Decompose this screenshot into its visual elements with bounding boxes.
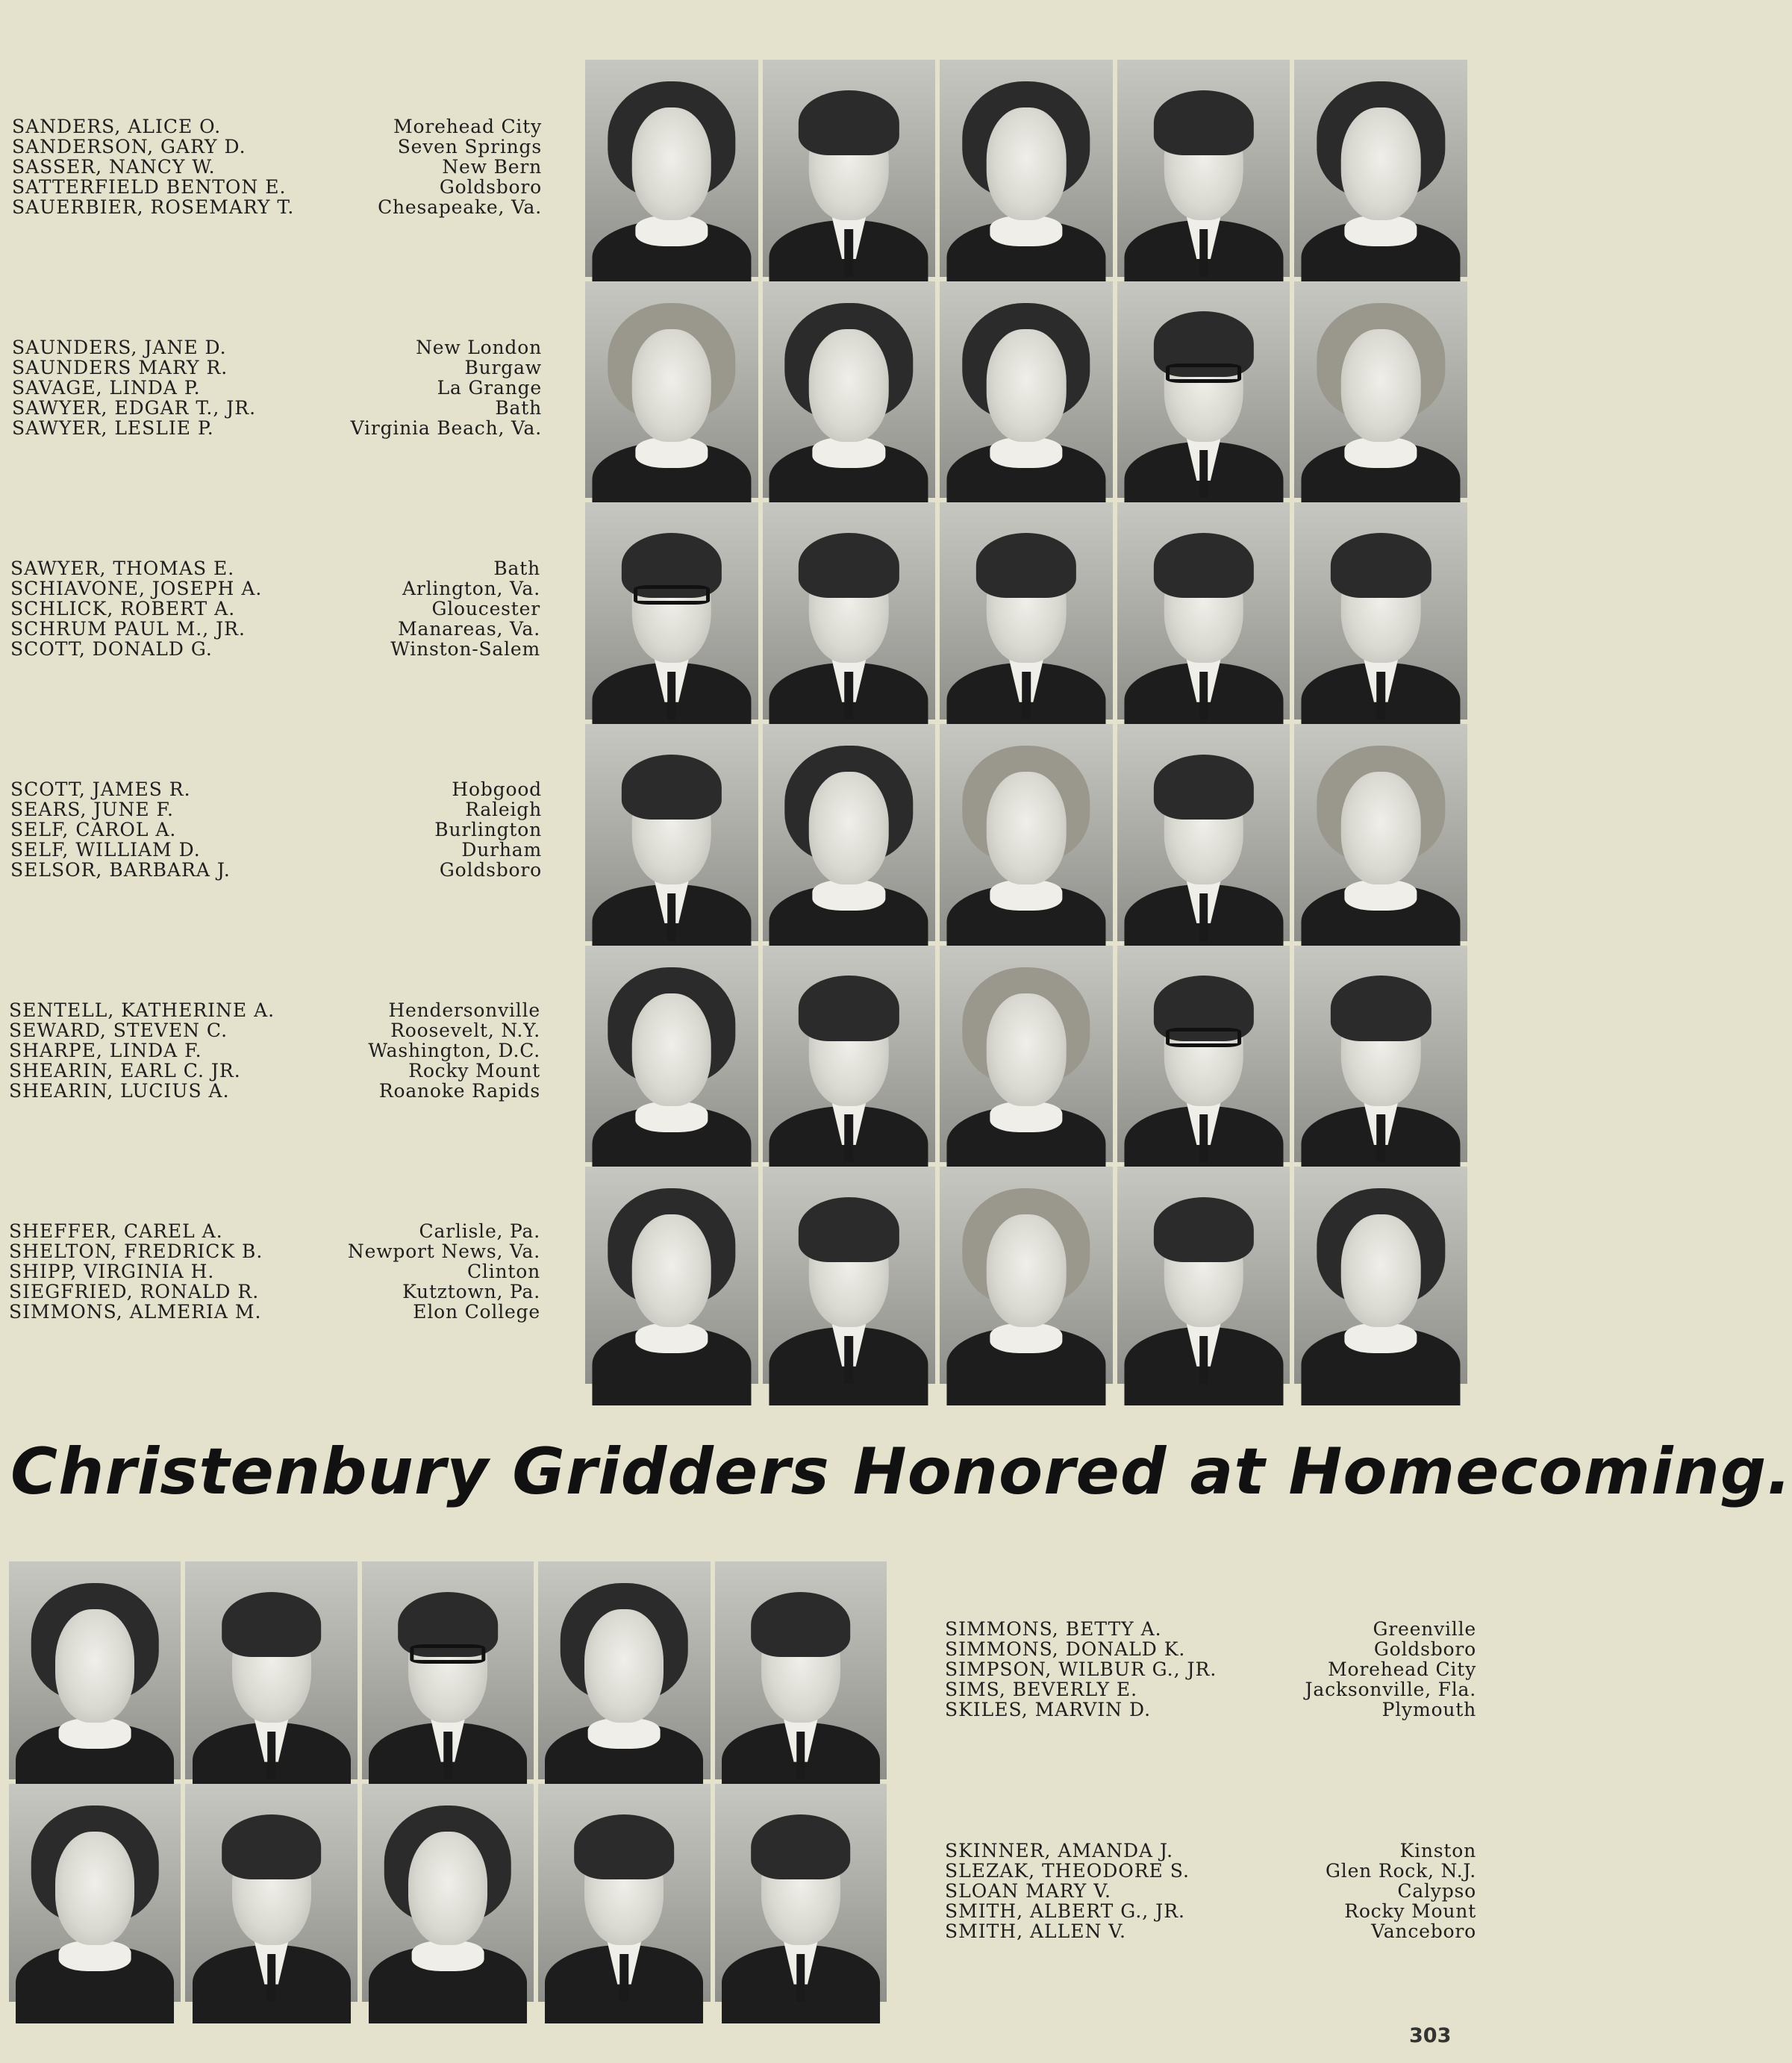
student-name: SHEARIN, LUCIUS A. <box>9 1080 230 1102</box>
student-hometown: Arlington, Va. <box>402 578 540 599</box>
student-portrait <box>1117 946 1290 1163</box>
portrait-hair <box>799 976 899 1040</box>
list-item <box>9 1241 540 1261</box>
portrait-hair <box>799 533 899 598</box>
portrait-tie <box>1376 1114 1385 1162</box>
portrait-collar <box>813 437 885 468</box>
list-item <box>945 1659 1476 1679</box>
student-name: SHEFFER, CAREL A. <box>9 1220 223 1242</box>
student-portrait <box>763 724 936 941</box>
glasses-icon <box>410 1644 485 1664</box>
portrait-hair <box>222 1592 322 1658</box>
portrait-face <box>55 1609 134 1723</box>
student-name: SKILES, MARVIN D. <box>945 1699 1152 1720</box>
student-portrait <box>585 946 758 1163</box>
portrait-tie <box>845 1114 854 1162</box>
student-hometown: La Grange <box>437 377 542 399</box>
portrait-tie <box>845 229 854 277</box>
student-hometown: Bath <box>493 558 540 579</box>
student-hometown: Vanceboro <box>1371 1920 1476 1942</box>
student-name: SCOTT, JAMES R. <box>10 778 191 800</box>
student-portrait <box>538 1784 710 2002</box>
student-hometown: Manareas, Va. <box>398 618 540 640</box>
list-item <box>9 1000 540 1020</box>
student-portrait <box>763 946 936 1163</box>
portrait-tie <box>845 672 854 720</box>
portrait-face <box>987 772 1067 884</box>
portrait-collar <box>990 216 1062 246</box>
glasses-icon <box>1166 363 1242 383</box>
student-portrait <box>9 1561 181 1779</box>
list-item <box>10 840 542 860</box>
portrait-hair <box>1153 755 1253 820</box>
student-hometown: Chesapeake, Va. <box>378 196 542 218</box>
portrait-hair <box>575 1814 675 1880</box>
student-name: SCHIAVONE, JOSEPH A. <box>10 578 263 599</box>
student-name: SCHRUM PAUL M., JR. <box>10 618 246 640</box>
list-item <box>945 1639 1476 1659</box>
list-item <box>12 137 542 157</box>
student-name: SLOAN MARY V. <box>945 1880 1111 1902</box>
portrait-collar <box>990 1323 1062 1354</box>
portrait-face <box>632 329 712 442</box>
student-hometown: Elon College <box>413 1301 540 1323</box>
list-item <box>12 337 542 358</box>
student-portrait <box>1294 1167 1467 1384</box>
list-item <box>9 1020 540 1040</box>
student-name: SANDERS, ALICE O. <box>12 116 222 137</box>
portrait-collar <box>635 1323 708 1354</box>
student-portrait <box>1294 60 1467 277</box>
portrait-hair <box>222 1814 322 1880</box>
student-hometown: Rocky Mount <box>408 1060 540 1082</box>
list-item <box>10 619 540 639</box>
student-portrait <box>585 724 758 941</box>
student-portrait <box>362 1784 534 2002</box>
portrait-tie <box>1199 893 1208 941</box>
student-hometown: Burlington <box>434 819 542 840</box>
portrait-hair <box>1153 533 1253 598</box>
student-name: SANDERSON, GARY D. <box>12 136 246 157</box>
student-name: SIEGFRIED, RONALD R. <box>9 1281 260 1302</box>
student-name: SELF, CAROL A. <box>10 819 177 840</box>
student-name: SAVAGE, LINDA P. <box>12 377 201 399</box>
list-item <box>12 358 542 378</box>
portrait-face <box>1341 107 1421 220</box>
portrait-face <box>1341 329 1421 442</box>
student-name: SENTELL, KATHERINE A. <box>9 999 275 1021</box>
student-name: SHIPP, VIRGINIA H. <box>9 1261 215 1282</box>
student-name: SAUERBIER, ROSEMARY T. <box>12 196 295 218</box>
list-item <box>10 860 542 880</box>
student-hometown: Kutztown, Pa. <box>402 1281 540 1302</box>
portrait-tie <box>845 1336 854 1384</box>
student-name: SAWYER, THOMAS E. <box>10 558 235 579</box>
student-hometown: Goldsboro <box>1373 1638 1476 1660</box>
student-hometown: Rocky Mount <box>1344 1900 1476 1922</box>
name-group-8 <box>945 1841 1476 1941</box>
student-hometown: Bath <box>495 397 542 419</box>
student-name: SELSOR, BARBARA J. <box>10 859 231 881</box>
student-hometown: Roosevelt, N.Y. <box>390 1020 540 1041</box>
student-hometown: Glen Rock, N.J. <box>1326 1860 1476 1882</box>
name-group-2 <box>12 337 542 438</box>
portrait-face <box>632 1214 712 1327</box>
list-item <box>12 378 542 398</box>
list-item <box>10 558 540 578</box>
student-hometown: Gloucester <box>431 598 540 619</box>
student-portrait <box>763 1167 936 1384</box>
list-item <box>10 599 540 619</box>
list-item <box>945 1619 1476 1639</box>
portrait-tie <box>1199 450 1208 498</box>
student-hometown: Calypso <box>1397 1880 1476 1902</box>
portrait-face <box>584 1609 664 1723</box>
list-item <box>945 1841 1476 1861</box>
student-portrait <box>362 1561 534 1779</box>
portrait-face <box>987 329 1067 442</box>
portrait-collar <box>990 1102 1062 1132</box>
student-name: SMITH, ALBERT G., JR. <box>945 1900 1185 1922</box>
portrait-tie <box>267 1732 276 1779</box>
student-hometown: Virginia Beach, Va. <box>350 417 542 439</box>
list-item <box>12 116 542 137</box>
portrait-hair <box>751 1814 851 1880</box>
student-name: SAUNDERS, JANE D. <box>12 337 227 358</box>
list-item <box>10 639 540 659</box>
portrait-collar <box>59 1718 131 1749</box>
student-name: SLEZAK, THEODORE S. <box>945 1860 1190 1882</box>
student-portrait <box>715 1561 887 1779</box>
student-portrait <box>763 281 936 499</box>
portrait-face <box>408 1832 487 1945</box>
student-name: SIMS, BEVERLY E. <box>945 1679 1138 1700</box>
portrait-hair <box>1331 533 1431 598</box>
portrait-face <box>987 993 1067 1106</box>
portrait-tie <box>267 1954 276 2002</box>
portrait-hair <box>751 1592 851 1658</box>
portrait-collar <box>1345 216 1417 246</box>
student-hometown: Kinston <box>1399 1840 1476 1861</box>
student-portrait <box>940 724 1113 941</box>
portrait-tie <box>1022 672 1031 720</box>
student-name: SHEARIN, EARL C. JR. <box>9 1060 241 1082</box>
student-hometown: Goldsboro <box>439 859 542 881</box>
student-portrait <box>1117 502 1290 720</box>
list-item <box>10 799 542 820</box>
student-portrait <box>585 60 758 277</box>
student-hometown: Greenville <box>1373 1618 1476 1640</box>
student-hometown: Burgaw <box>464 357 542 378</box>
list-item <box>12 177 542 197</box>
portrait-grid-top <box>585 60 1467 1384</box>
student-name: SEARS, JUNE F. <box>10 799 174 820</box>
student-hometown: Morehead City <box>1328 1658 1476 1680</box>
name-group-6 <box>9 1221 540 1322</box>
list-item <box>12 398 542 418</box>
portrait-collar <box>635 437 708 468</box>
student-name: SAUNDERS MARY R. <box>12 357 228 378</box>
student-name: SIMPSON, WILBUR G., JR. <box>945 1658 1217 1680</box>
student-portrait <box>1117 281 1290 499</box>
student-name: SKINNER, AMANDA J. <box>945 1840 1174 1861</box>
name-group-1 <box>12 116 542 217</box>
student-portrait <box>763 60 936 277</box>
student-portrait <box>1294 946 1467 1163</box>
portrait-collar <box>990 880 1062 911</box>
portrait-face <box>1341 1214 1421 1327</box>
student-portrait <box>715 1784 887 2002</box>
portrait-collar <box>1345 437 1417 468</box>
list-item <box>12 157 542 177</box>
list-item <box>945 1881 1476 1901</box>
student-hometown: Newport News, Va. <box>347 1240 540 1262</box>
student-name: SATTERFIELD BENTON E. <box>12 176 287 198</box>
student-hometown: New London <box>416 337 542 358</box>
student-portrait <box>940 281 1113 499</box>
student-hometown: Hendersonville <box>388 999 540 1021</box>
student-name: SIMMONS, BETTY A. <box>945 1618 1162 1640</box>
portrait-face <box>632 993 712 1106</box>
glasses-icon <box>1166 1028 1242 1047</box>
student-hometown: Plymouth <box>1382 1699 1476 1720</box>
student-portrait <box>1294 281 1467 499</box>
student-name: SASSER, NANCY W. <box>12 156 216 178</box>
student-hometown: Carlisle, Pa. <box>419 1220 540 1242</box>
list-item <box>10 820 542 840</box>
student-portrait <box>940 502 1113 720</box>
list-item <box>9 1302 540 1322</box>
list-item <box>9 1221 540 1241</box>
list-item <box>945 1679 1476 1700</box>
portrait-tie <box>1199 672 1208 720</box>
list-item <box>945 1861 1476 1881</box>
student-name: SMITH, ALLEN V. <box>945 1920 1126 1942</box>
portrait-collar <box>635 216 708 246</box>
student-hometown: Roanoke Rapids <box>378 1080 540 1102</box>
student-portrait <box>185 1561 357 1779</box>
list-item <box>945 1921 1476 1941</box>
list-item <box>10 779 542 799</box>
student-hometown: Winston-Salem <box>390 638 540 660</box>
student-name: SELF, WILLIAM D. <box>10 839 201 861</box>
student-name: SAWYER, EDGAR T., JR. <box>12 397 257 419</box>
name-group-4 <box>10 779 542 880</box>
portrait-face <box>987 107 1067 220</box>
portrait-hair <box>799 90 899 155</box>
portrait-hair <box>622 755 722 820</box>
portrait-face <box>809 329 889 442</box>
portrait-tie <box>620 1954 629 2002</box>
portrait-hair <box>1331 976 1431 1040</box>
student-hometown: Goldsboro <box>439 176 542 198</box>
student-hometown: Clinton <box>466 1261 540 1282</box>
student-portrait <box>185 1784 357 2002</box>
portrait-hair <box>799 1197 899 1262</box>
student-hometown: Morehead City <box>393 116 542 137</box>
student-portrait <box>538 1561 710 1779</box>
student-name: SCHLICK, ROBERT A. <box>10 598 236 619</box>
student-portrait <box>763 502 936 720</box>
portrait-tie <box>796 1954 805 2002</box>
portrait-hair <box>1153 1197 1253 1262</box>
portrait-tie <box>1376 672 1385 720</box>
student-name: SAWYER, LESLIE P. <box>12 417 214 439</box>
student-portrait <box>940 1167 1113 1384</box>
portrait-grid-bottom <box>9 1561 887 2002</box>
student-name: SIMMONS, DONALD K. <box>945 1638 1186 1660</box>
student-name: SCOTT, DONALD G. <box>10 638 213 660</box>
student-portrait <box>585 1167 758 1384</box>
list-item <box>945 1901 1476 1921</box>
student-portrait <box>1117 60 1290 277</box>
name-group-5 <box>9 1000 540 1101</box>
portrait-face <box>1341 772 1421 884</box>
list-item <box>10 578 540 599</box>
student-name: SHELTON, FREDRICK B. <box>9 1240 263 1262</box>
portrait-collar <box>588 1718 661 1749</box>
list-item <box>945 1700 1476 1720</box>
student-name: SIMMONS, ALMERIA M. <box>9 1301 262 1323</box>
list-item <box>9 1081 540 1101</box>
portrait-tie <box>1199 1336 1208 1384</box>
student-portrait <box>1117 1167 1290 1384</box>
student-hometown: Hobgood <box>452 778 542 800</box>
page-headline: Christenbury Gridders Honored at Homecoming. <box>10 1435 1792 1509</box>
student-portrait <box>940 946 1113 1163</box>
student-hometown: New Bern <box>442 156 542 178</box>
student-hometown: Jacksonville, Fla. <box>1305 1679 1476 1700</box>
portrait-face <box>632 107 712 220</box>
student-hometown: Durham <box>461 839 542 861</box>
name-group-7 <box>945 1619 1476 1720</box>
list-item <box>9 1061 540 1081</box>
portrait-tie <box>1199 1114 1208 1162</box>
student-hometown: Washington, D.C. <box>368 1040 540 1061</box>
portrait-face <box>987 1214 1067 1327</box>
page-number: 303 <box>1409 2024 1452 2047</box>
portrait-collar <box>990 437 1062 468</box>
portrait-collar <box>59 1941 131 1971</box>
portrait-face <box>809 772 889 884</box>
portrait-hair <box>1153 90 1253 155</box>
student-portrait <box>9 1784 181 2002</box>
glasses-icon <box>634 585 710 605</box>
student-hometown: Raleigh <box>465 799 542 820</box>
portrait-tie <box>1199 229 1208 277</box>
name-group-3 <box>10 558 540 659</box>
portrait-tie <box>796 1732 805 1779</box>
portrait-tie <box>667 893 676 941</box>
list-item <box>12 197 542 217</box>
portrait-tie <box>443 1732 452 1779</box>
student-portrait <box>1294 502 1467 720</box>
list-item <box>9 1040 540 1061</box>
portrait-collar <box>1345 1323 1417 1354</box>
portrait-collar <box>412 1941 484 1971</box>
student-hometown: Seven Springs <box>397 136 542 157</box>
portrait-collar <box>813 880 885 911</box>
portrait-hair <box>976 533 1076 598</box>
student-portrait <box>1294 724 1467 941</box>
portrait-collar <box>635 1102 708 1132</box>
portrait-face <box>55 1832 134 1945</box>
portrait-collar <box>1345 880 1417 911</box>
student-portrait <box>585 281 758 499</box>
student-name: SHARPE, LINDA F. <box>9 1040 202 1061</box>
list-item <box>9 1261 540 1282</box>
student-portrait <box>585 502 758 720</box>
student-portrait <box>940 60 1113 277</box>
student-name: SEWARD, STEVEN C. <box>9 1020 228 1041</box>
student-portrait <box>1117 724 1290 941</box>
list-item <box>9 1282 540 1302</box>
list-item <box>12 418 542 438</box>
portrait-tie <box>667 672 676 720</box>
